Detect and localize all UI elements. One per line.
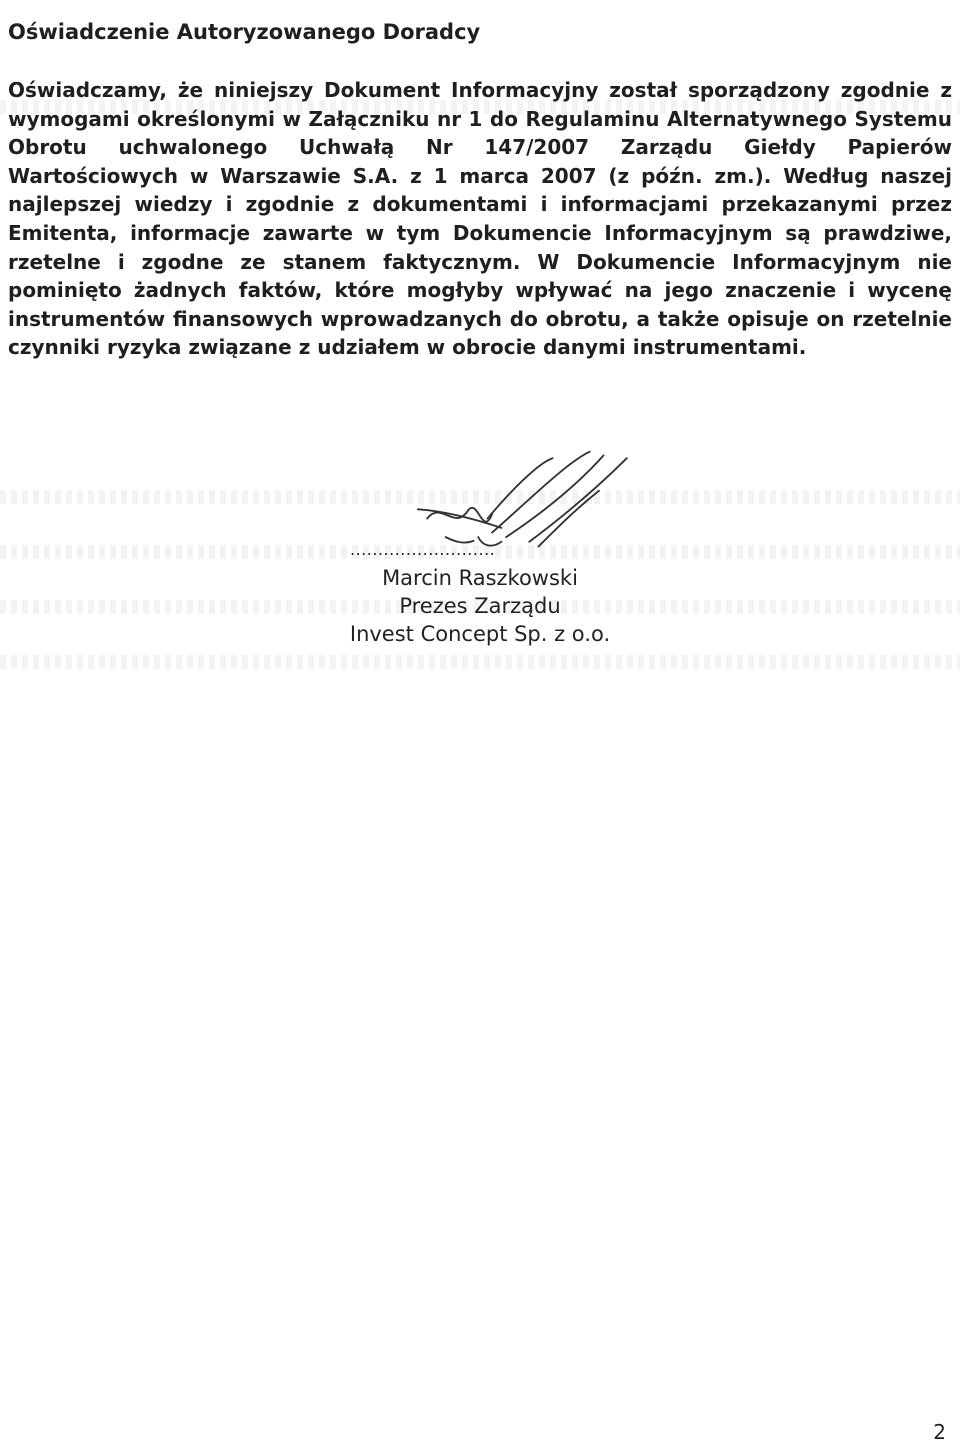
statement-paragraph: Oświadczamy, że niniejszy Dokument Informacyjny został sporządzony zgodnie z wymogami określonymi w Załączniku nr 1 do Regulaminu Alternatywnego Systemu Obrotu uchwalonego Uchwałą Nr 147/2007 Zarządu Giełdy Papierów Wartościowych w Warszawie S.A. z 1 marca 2007 (z późn. zm.). Według naszej najlepszej wiedzy i zgodnie z dokumentami i informacjami przekazanymi przez Emitenta, informacje zawarte w tym Dokumencie Informacyjnym są prawdziwe, rzetelne i zgodne ze stanem faktycznym. W Dokumencie Informacyjnym nie pominięto żadnych faktów, które mogłyby wpływać na jego znaczenie i wycenę instrumentów finansowych wprowadzanych do obrotu, a także opisuje on rzetelnie czynniki ryzyka związane z udziałem w obrocie danymi instrumentami. [8, 78, 952, 360]
signatory-company: Invest Concept Sp. z o.o. [349, 622, 611, 646]
document-heading: Oświadczenie Autoryzowanego Doradcy [8, 20, 481, 44]
page-number: 2 [933, 1420, 946, 1444]
signature-dotted-line: .......................... [350, 540, 496, 559]
signatory-role: Prezes Zarządu [399, 594, 561, 618]
signatory-name: Marcin Raszkowski [382, 566, 578, 590]
show-through-artifact [0, 655, 960, 669]
